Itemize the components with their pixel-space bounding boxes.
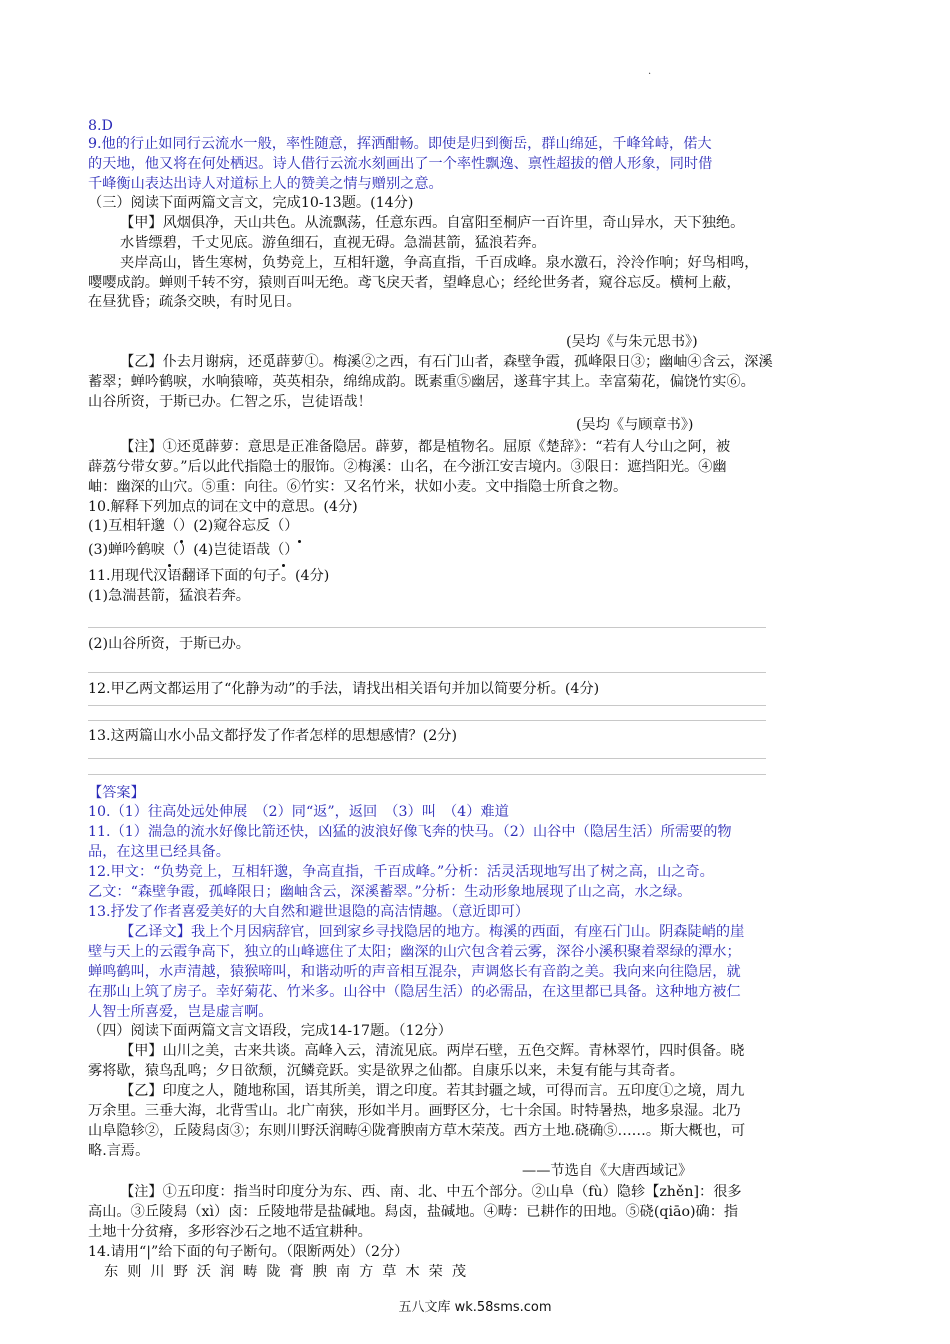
passage-source: ——节选自《大唐西域记》 [522,1163,693,1179]
note-line: 【注】①还觅薜萝：意思是正准备隐居。薜萝，都是植物名。屈原《楚辞》：“若有人兮山之阿，被 [120,439,731,455]
passage-jia-line: 夹岸高山，皆生寒树，负势竞上，互相轩邈，争高直指，千百成峰。泉水激石，泠泠作响；好鸟相鸣， [120,255,759,271]
question-11-item: (2)山谷所资，于斯已办。 [88,636,250,652]
header-mark: . [648,66,652,77]
answer-line [88,774,766,775]
passage-jia-source: (吴均《与朱元思书》) [566,334,698,350]
question-12: 12.甲乙两文都运用了“化静为动”的手法，请找出相关语句并加以简要分析。(4分) [88,681,600,697]
question-11-item: (1)急湍甚箭，猛浪若奔。 [88,588,250,604]
answer-line [88,672,766,673]
passage-jia-line: 雾将歇，猿鸟乱鸣；夕日欲颓，沉鳞竞跃。实是欲界之仙都。自康乐以来，未复有能与其奇者。 [88,1063,684,1079]
passage-jia-line: 水皆缥碧，千丈见底。游鱼细石，直视无碍。急湍甚箭，猛浪若奔。 [120,235,546,251]
question-10-items: (1)互相轩邈（）(2)窥谷忘反（） [88,518,299,534]
section-3-title: （三）阅读下面两篇文言文，完成10-13题。(14分) [88,195,414,211]
answer-line [88,705,766,706]
answer-line [88,758,766,759]
answer-9-line: 的天地，他又将在何处栖迟。诗人借行云流水刻画出了一个率性飘逸、禀性超拔的僧人形象，同时借 [88,156,713,172]
passage-jia-line: 嘤嘤成韵。蝉则千转不穷，猿则百叫无绝。鸢飞戾天者，望峰息心；经纶世务者，窥谷忘反。横柯上蔽， [88,275,741,291]
translation-line: 在那山上筑了房子。幸好菊花、竹米多。山谷中（隐居生活）的必需品，在这里都已具备。这种地方被仁 [88,984,741,1000]
passage-yi-line: 【乙】印度之人，随地称国，语其所美，谓之印度。若其封疆之域，可得而言。五印度①之境，周九 [120,1083,745,1099]
translation-line: 壁与天上的云霞争高下，独立的山峰遮住了太阳；幽深的山穴包含着云雾，深谷小溪积聚着翠绿的潭水； [88,944,741,960]
passage-yi-line: 山谷所资，于斯已办。仁智之乐，岂徒语哉！ [88,394,372,410]
answer-13: 13.抒发了作者喜爱美好的大自然和避世退隐的高洁情趣。（意近即可） [88,904,530,920]
translation-line: 人智士所喜爱，岂是虚言啊。 [88,1004,273,1020]
passage-yi-line: 蓄翠；蝉吟鹤唳，水响猿啼，英英相杂，绵绵成韵。既素重⑤幽居，遂葺宇其上。幸富菊花，偏饶竹实⑥。 [88,374,755,390]
answer-9-line: 千峰衡山表达出诗人对道标上人的赞美之情与赠别之意。 [88,176,443,192]
footer-watermark: 五八文库 wk.58sms.com [398,1300,552,1315]
answer-line [88,627,766,628]
passage-jia-line: 【甲】山川之美，古来共谈。高峰入云，清流见底。两岸石壁，五色交辉。青林翠竹，四时俱备。晓 [120,1043,745,1059]
note-line: 【注】①五印度：指当时印度分为东、西、南、北、中五个部分。②山阜（fù）隐轸【zhěn]：很多 [120,1184,742,1200]
note-line: 土地十分贫瘠，多形容沙石之地不适宜耕种。 [88,1224,372,1240]
question-13: 13.这两篇山水小品文都抒发了作者怎样的思想感情？(2分) [88,728,457,744]
answer-label: 【答案】 [88,785,145,801]
passage-yi-line: 略.言焉。 [88,1143,150,1159]
answer-12-line: 乙文：“森壁争霞，孤峰限日；幽岫含云，深溪蓄翠。”分析：生动形象地展现了山之高，水之绿。 [88,884,692,900]
question-14: 14.请用“|”给下面的句子断句。（限断两处）（2分） [88,1244,409,1260]
passage-yi-source: (吴均《与顾章书》) [576,417,694,433]
question-11: 11.用现代汉语翻译下面的句子。(4分) [88,568,330,584]
note-line: 高山。③丘陵舄（xì）卤：丘陵地带是盐碱地。舄卤，盐碱地。④畴：已耕作的田地。⑤硗(qiāo)确：指 [88,1204,739,1220]
answer-10: 10.（1）往高处远处伸展 （2）同“返”，返回 （3）叫 （4）难道 [88,804,509,820]
note-line: 岫：幽深的山穴。⑤重：向往。⑥竹实：又名竹米，状如小麦。文中指隐士所食之物。 [88,479,628,495]
question-14-text: 东则川野沃润畴陇膏腴南方草木荣茂 [104,1264,476,1280]
passage-yi-line: 万余里。三垂大海，北背雪山。北广南狭，形如半月。画野区分，七十余国。时特暑热，地多泉湿。北乃 [88,1103,741,1119]
translation-line: 蝉鸣鹤叫，水声清越，猿猴啼叫，和谐动听的声音相互混杂，声调悠长有音韵之美。我向来向往隐居，就 [88,964,741,980]
question-10-items: (3)蝉吟鹤唳（）(4)岂徒语哉（） [88,542,299,558]
answer-8: 8.D [88,118,113,134]
answer-12-line: 12.甲文：“负势竞上，互相轩邈，争高直指，千百成峰。”分析：活灵活现地写出了树之高，山之奇。 [88,864,714,880]
question-10: 10.解释下列加点的词在文中的意思。(4分) [88,499,358,515]
section-4-title: （四）阅读下面两篇文言文语段，完成14-17题。（12分） [88,1023,452,1039]
passage-yi-line: 山阜隐轸②，丘陵舄卤③；东则川野沃润畴④陇膏腴南方草木荣茂。西方土地.硗确⑤……。斯大概也，可 [88,1123,746,1139]
passage-jia-line: 【甲】风烟俱净，天山共色。从流飘荡，任意东西。自富阳至桐庐一百许里，奇山异水，天下独绝。 [120,215,745,231]
passage-jia-line: 在昼犹昏；疏条交映，有时见日。 [88,294,301,310]
translation-line: 【乙译文】我上个月因病辞官，回到家乡寻找隐居的地方。梅溪的西面，有座石门山。阴森陡峭的崖 [120,924,745,940]
answer-11-line: 11.（1）湍急的流水好像比箭还快，凶猛的波浪好像飞奔的快马。（2）山谷中（隐居生活）所需要的物 [88,824,732,840]
passage-yi-line: 【乙】仆去月谢病，还觅薜萝①。梅溪②之西，有石门山者，森壁争霞，孤峰限日③；幽岫④含云，深溪 [120,354,773,370]
answer-11-line: 品，在这里已经具备。 [88,844,230,860]
answer-9-line: 9.他的行止如同行云流水一般，率性随意，挥洒酣畅。即使是归到衡岳，群山绵延，千峰耸峙，偌大 [88,136,712,152]
note-line: 薜荔兮带女萝。”后以此代指隐士的服饰。②梅溪：山名，在今浙江安吉境内。③限日：遮挡阳光。④幽 [88,459,727,475]
answer-line [88,720,766,721]
